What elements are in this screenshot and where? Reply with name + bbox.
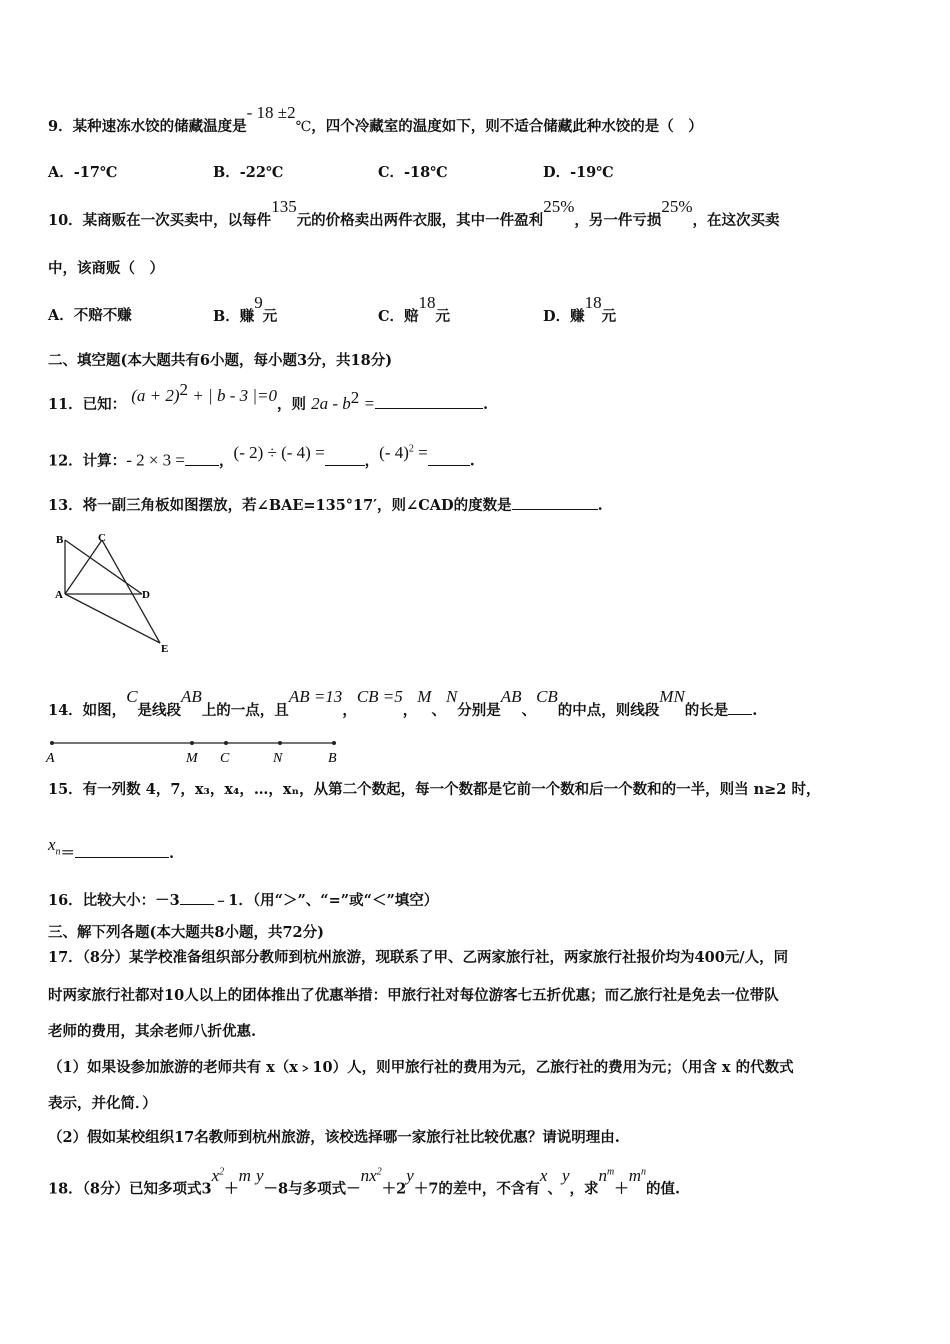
q14-eq-1: AB =13 — [288, 687, 343, 706]
label-c: C — [220, 751, 230, 766]
point-c — [224, 741, 228, 745]
q10-text-1: 10．某商贩在一次买卖中，以每件 — [48, 212, 272, 229]
q14-answer-blank[interactable] — [728, 700, 752, 715]
q10-price: 135 — [271, 197, 297, 216]
q18-nx2 — [361, 1166, 382, 1185]
q11-answer-blank[interactable] — [375, 394, 483, 409]
q15-answer-blank[interactable] — [75, 843, 169, 858]
point-b — [332, 741, 336, 745]
question-16 — [48, 890, 438, 911]
q14-text-1: 是线段 — [137, 702, 182, 719]
q12-blank-1[interactable] — [185, 451, 219, 466]
q18-mn — [629, 1166, 646, 1185]
q12-expr-3-eq: = — [413, 442, 428, 462]
q9-stem: 9．某种速冻水饺的储藏温度是 — [48, 118, 247, 135]
q17-line-4: （1）如果设参加旅游的老师共有 x（x﹥10）人，则甲旅行社的费用为元，乙旅行社的费用为元；（用含 x 的代数式 — [48, 1059, 794, 1076]
question-15: 15．有一列数 4，7，x₃，x₄，…，xₙ，从第二个数起，每一个数都是它前一个数和后一个数和的一半，则当 n≥2 时， — [48, 781, 821, 798]
q9-temp: - 18 ±2 — [246, 103, 296, 122]
q18-x2 — [212, 1166, 225, 1185]
question-12 — [48, 442, 475, 472]
q10-option-a: A．不赔不赚 — [48, 307, 132, 324]
q14-var-mn: MN — [659, 687, 685, 706]
q14-var-c: C — [126, 687, 138, 706]
q10-optd-num: 18 — [584, 293, 602, 312]
question-10 — [48, 197, 780, 231]
q12-blank-3[interactable] — [428, 451, 470, 466]
q10-optd-unit: 元 — [601, 308, 617, 325]
q9-unit: ℃ — [295, 120, 312, 135]
q10-optc-label: C．赔 — [378, 308, 419, 325]
q10-option-b — [213, 293, 278, 327]
q14-var-ab2: AB — [500, 687, 522, 706]
q9-stem-b: ，四个冷藏室的温度如下，则不适合储藏此种水饺的是（ ） — [311, 118, 703, 135]
question-9 — [48, 103, 703, 138]
q18-nx: nx — [360, 1165, 377, 1185]
q11-mid: ，则 — [277, 395, 306, 413]
question-13 — [48, 495, 603, 516]
triangle-figure — [40, 528, 180, 658]
q10-optb-unit: 元 — [262, 308, 278, 325]
q11-equation — [131, 380, 277, 407]
q10-option-c — [378, 293, 451, 327]
label-a: A — [46, 751, 55, 766]
q18-nx-exp: 2 — [376, 1166, 382, 1177]
point-m — [190, 741, 194, 745]
q10-line-2: 中，该商贩（ ） — [48, 260, 164, 277]
fig-line-ac — [65, 540, 102, 594]
point-a — [50, 741, 54, 745]
q14-eq-2: CB =5 — [356, 687, 403, 706]
q16-text-2: ﹣1．（用“＞”、“=”或“＜”填空） — [213, 892, 439, 909]
q18-n-exp: m — [607, 1166, 615, 1177]
q9-option-b: B．-22℃ — [213, 164, 284, 181]
fig-label-e: E — [161, 643, 169, 655]
q16-text-1: 16．比较大小：－3 — [48, 892, 180, 909]
q18-y: y — [256, 1165, 264, 1185]
q18-plus: ＋ — [224, 1180, 239, 1198]
q14-end: . — [752, 702, 758, 719]
question-14 — [48, 687, 758, 721]
q15-end: . — [169, 845, 175, 862]
q12-expr-3-base: (- 4) — [379, 442, 409, 462]
q12-sep-2: ， — [364, 452, 380, 470]
q14-label: 14．如图， — [48, 702, 127, 719]
q15-xn — [48, 835, 61, 858]
fig-label-b: B — [56, 534, 64, 546]
q12-expr-2: (- 2) ÷ (- 4) = — [233, 442, 325, 462]
q18-text-1: 18．（8分）已知多项式3 — [48, 1180, 212, 1198]
section-3-heading: 三、解下列各题(本大题共8小题，共72分) — [48, 924, 324, 941]
q18-m-exp: n — [641, 1166, 647, 1177]
q10-text-3: ，另一件亏损 — [574, 212, 662, 229]
q14-text-4: 的中点，则线段 — [557, 702, 660, 719]
q18-n: n — [598, 1165, 608, 1185]
q9-option-a: A．-17℃ — [48, 164, 118, 181]
q18-plus-2: ＋ — [614, 1180, 629, 1198]
q11-expr-exp: 2 — [350, 388, 360, 407]
q14-dun: 、 — [431, 702, 446, 719]
q18-var-y: y — [561, 1165, 570, 1185]
q10-optc-num: 18 — [418, 293, 436, 312]
q12-expr-3 — [379, 443, 428, 462]
q14-var-n: N — [445, 687, 458, 706]
q10-option-d — [543, 293, 617, 327]
q18-exp: 2 — [219, 1166, 225, 1177]
q17-line-3: 老师的费用，其余老师八折优惠. — [48, 1023, 257, 1040]
label-b: B — [328, 751, 337, 766]
q10-pct-2: 25% — [661, 197, 693, 216]
q14-text-5: 的长是 — [684, 702, 729, 719]
q10-text-4: ，在这次买卖 — [692, 212, 780, 229]
label-m: M — [186, 751, 198, 766]
q15-eq: ＝ — [60, 845, 76, 862]
q9-option-c: C．-18℃ — [378, 164, 448, 181]
q11-label: 11．已知： — [48, 395, 127, 413]
q18-x: x — [211, 1165, 220, 1185]
q17-line-1: 17．（8分）某学校准备组织部分教师到杭州旅游，现联系了甲、乙两家旅行社，两家旅行社报价均为400元/人，同 — [48, 949, 789, 966]
q10-optb-num: 9 — [254, 293, 263, 312]
q13-answer-blank[interactable] — [512, 495, 598, 510]
q12-expr-1: - 2 × 3 = — [126, 450, 186, 470]
q12-blank-2[interactable] — [325, 451, 365, 466]
q18-text-4: ＋7的差中，不含有 — [413, 1180, 540, 1198]
fig-line-bd — [65, 540, 142, 594]
question-18 — [48, 1165, 681, 1200]
q12-end: . — [469, 452, 475, 470]
section-2-heading: 二、填空题(本大题共有6小题，每小题3分，共18分) — [48, 352, 393, 369]
q12-sep-1: ， — [219, 452, 234, 470]
question-11 — [48, 380, 489, 415]
q18-nm — [599, 1166, 615, 1185]
q15-x: x — [48, 835, 56, 854]
q14-dun-2: 、 — [521, 702, 537, 719]
q11-expr-a: 2a - b — [311, 393, 351, 413]
q18-text-6: 的值. — [646, 1180, 681, 1198]
fig-label-c: C — [98, 532, 106, 544]
q15-sub-n: n — [55, 846, 61, 858]
q12-label: 12．计算： — [48, 452, 127, 470]
q15-answer-line — [48, 835, 175, 870]
q18-m-base: m — [628, 1165, 642, 1185]
q10-text-2: 元的价格卖出两件衣服，其中一件盈利 — [296, 212, 544, 229]
q14-var-m: M — [417, 687, 432, 706]
q12-expr-3-exp: 2 — [408, 443, 414, 454]
q13-text: 13．将一副三角板如图摆放，若∠BAE=135°17′，则∠CAD的度数是 — [48, 497, 512, 514]
q18-text-2: －8与多项式－ — [263, 1180, 361, 1198]
q14-comma-1: ， — [342, 702, 357, 719]
label-n: N — [273, 751, 283, 766]
q18-text-3: ＋2 — [381, 1180, 407, 1198]
q14-text-2: 上的一点，且 — [201, 702, 289, 719]
q11-eq-exp: 2 — [179, 380, 189, 399]
q14-var-cb: CB — [536, 687, 558, 706]
q11-end: . — [482, 395, 489, 413]
q11-expr-b: = — [359, 393, 375, 413]
q11-eq-a: (a + 2) — [131, 385, 180, 405]
q17-line-6: （2）假如某校组织17名教师到杭州旅游，该校选择哪一家旅行社比较优惠？请说明理由. — [48, 1129, 620, 1146]
q18-dun: 、 — [547, 1180, 562, 1198]
q14-comma-2: ， — [402, 702, 418, 719]
q13-end: . — [597, 497, 603, 514]
q17-line-2: 时两家旅行社都对10人以上的团体推出了优惠举措：甲旅行社对每位游客七五折优惠；而乙旅行社是免去一位带队 — [48, 987, 779, 1004]
q18-var-x: x — [539, 1165, 548, 1185]
q14-text-3: 分别是 — [457, 702, 501, 719]
q10-optc-unit: 元 — [435, 308, 451, 325]
q14-var-ab: AB — [181, 687, 202, 706]
fig-label-a: A — [55, 589, 63, 601]
q16-answer-blank[interactable] — [180, 890, 214, 905]
q10-optb-label: B．赚 — [213, 308, 255, 325]
q18-y2: y — [406, 1165, 414, 1185]
point-n — [278, 741, 282, 745]
fig-label-d: D — [142, 589, 150, 601]
q10-optd-label: D．赚 — [543, 308, 585, 325]
q9-option-d: D．-19℃ — [543, 164, 614, 181]
q11-eq-b: + | b - 3 |=0 — [188, 385, 277, 405]
q18-m: m — [238, 1165, 251, 1185]
q17-line-5: 表示，并化简．） — [48, 1095, 157, 1112]
segment-figure — [42, 737, 352, 767]
q18-text-5: ，求 — [569, 1180, 599, 1198]
q10-pct-1: 25% — [543, 197, 575, 216]
